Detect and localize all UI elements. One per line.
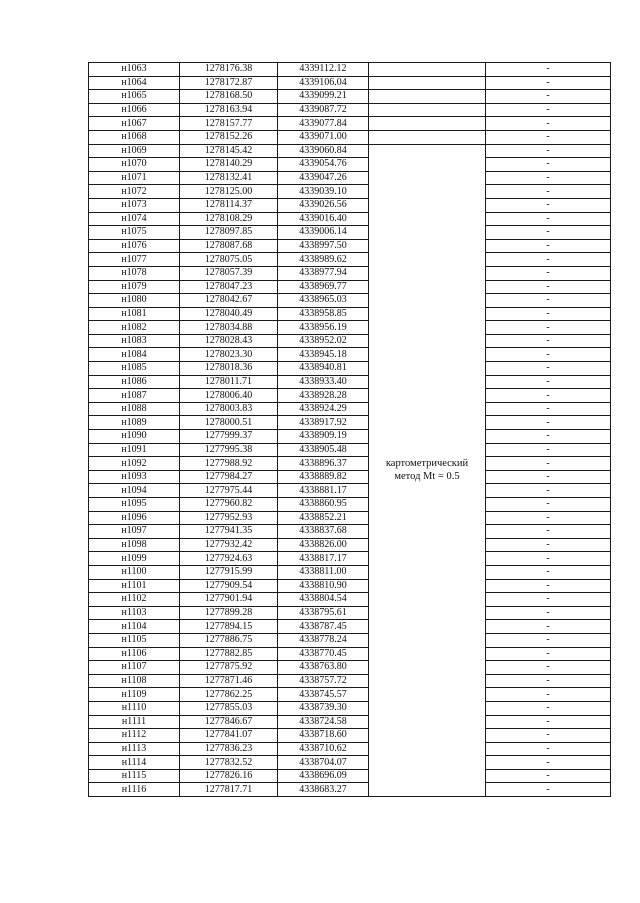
- dash-cell: -: [486, 90, 611, 104]
- table-row: [89, 253, 611, 267]
- x-coordinate-cell: 1277995.38: [180, 443, 278, 457]
- y-coordinate-cell: 4338683.27: [278, 783, 369, 797]
- dash-cell: -: [486, 375, 611, 389]
- table-row: [89, 212, 611, 226]
- dash-cell: -: [486, 606, 611, 620]
- table-row: [89, 430, 611, 444]
- table-row: [89, 769, 611, 783]
- dash-cell: -: [486, 783, 611, 797]
- y-coordinate-cell: 4339047.26: [278, 171, 369, 185]
- y-coordinate-cell: 4339006.14: [278, 226, 369, 240]
- table-row: [89, 538, 611, 552]
- x-coordinate-cell: 1278172.87: [180, 76, 278, 90]
- dash-cell: -: [486, 688, 611, 702]
- table-row: [89, 579, 611, 593]
- x-coordinate-cell: 1278125.00: [180, 185, 278, 199]
- x-coordinate-cell: 1278145.42: [180, 144, 278, 158]
- point-id-cell: н1113: [89, 742, 180, 756]
- x-coordinate-cell: 1278157.77: [180, 117, 278, 131]
- point-id-cell: н1097: [89, 525, 180, 539]
- x-coordinate-cell: 1277901.94: [180, 593, 278, 607]
- point-id-cell: н1079: [89, 280, 180, 294]
- table-row: [89, 443, 611, 457]
- point-id-cell: н1102: [89, 593, 180, 607]
- x-coordinate-cell: 1277909.54: [180, 579, 278, 593]
- y-coordinate-cell: 4338739.30: [278, 701, 369, 715]
- x-coordinate-cell: 1277899.28: [180, 606, 278, 620]
- point-id-cell: н1073: [89, 198, 180, 212]
- y-coordinate-cell: 4338704.07: [278, 756, 369, 770]
- table-row: [89, 185, 611, 199]
- method-cell-empty: [369, 76, 486, 90]
- table-row: [89, 674, 611, 688]
- dash-cell: -: [486, 239, 611, 253]
- method-text-line-1: картометрический: [385, 458, 469, 470]
- x-coordinate-cell: 1278034.88: [180, 321, 278, 335]
- dash-cell: -: [486, 484, 611, 498]
- point-id-cell: н1114: [89, 756, 180, 770]
- y-coordinate-cell: 4338940.81: [278, 362, 369, 376]
- x-coordinate-cell: 1277832.52: [180, 756, 278, 770]
- y-coordinate-cell: 4338817.17: [278, 552, 369, 566]
- point-id-cell: н1099: [89, 552, 180, 566]
- table-row: [89, 688, 611, 702]
- point-id-cell: н1107: [89, 661, 180, 675]
- y-coordinate-cell: 4339106.04: [278, 76, 369, 90]
- y-coordinate-cell: 4338810.90: [278, 579, 369, 593]
- x-coordinate-cell: 1277924.63: [180, 552, 278, 566]
- x-coordinate-cell: 1278003.83: [180, 402, 278, 416]
- table-row: [89, 226, 611, 240]
- x-coordinate-cell: 1278152.26: [180, 130, 278, 144]
- y-coordinate-cell: 4339060.84: [278, 144, 369, 158]
- x-coordinate-cell: 1277882.85: [180, 647, 278, 661]
- x-coordinate-cell: 1277932.42: [180, 538, 278, 552]
- x-coordinate-cell: 1278114.37: [180, 198, 278, 212]
- x-coordinate-cell: 1277862.25: [180, 688, 278, 702]
- y-coordinate-cell: 4338787.45: [278, 620, 369, 634]
- method-cell: [369, 144, 486, 797]
- dash-cell: -: [486, 457, 611, 471]
- y-coordinate-cell: 4338905.48: [278, 443, 369, 457]
- point-id-cell: н1104: [89, 620, 180, 634]
- table-row: [89, 321, 611, 335]
- point-id-cell: н1071: [89, 171, 180, 185]
- y-coordinate-cell: 4338770.45: [278, 647, 369, 661]
- dash-cell: -: [486, 715, 611, 729]
- x-coordinate-cell: 1278023.30: [180, 348, 278, 362]
- x-coordinate-cell: 1278011.71: [180, 375, 278, 389]
- point-id-cell: н1108: [89, 674, 180, 688]
- table-row: [89, 457, 611, 471]
- method-cell-empty: [369, 63, 486, 77]
- table-row: [89, 90, 611, 104]
- point-id-cell: н1075: [89, 226, 180, 240]
- table-row: [89, 389, 611, 403]
- x-coordinate-cell: 1277841.07: [180, 729, 278, 743]
- x-coordinate-cell: 1277952.93: [180, 511, 278, 525]
- point-id-cell: н1078: [89, 266, 180, 280]
- x-coordinate-cell: 1278132.41: [180, 171, 278, 185]
- x-coordinate-cell: 1278097.85: [180, 226, 278, 240]
- y-coordinate-cell: 4338811.00: [278, 565, 369, 579]
- table-row: [89, 130, 611, 144]
- table-row: [89, 606, 611, 620]
- y-coordinate-cell: 4339112.12: [278, 63, 369, 77]
- y-coordinate-cell: 4338881.17: [278, 484, 369, 498]
- x-coordinate-cell: 1278176.38: [180, 63, 278, 77]
- table-row: [89, 198, 611, 212]
- point-id-cell: н1095: [89, 498, 180, 512]
- dash-cell: -: [486, 701, 611, 715]
- dash-cell: -: [486, 552, 611, 566]
- y-coordinate-cell: 4339026.56: [278, 198, 369, 212]
- dash-cell: -: [486, 498, 611, 512]
- table-row: [89, 416, 611, 430]
- point-id-cell: н1064: [89, 76, 180, 90]
- method-cell-empty: [369, 130, 486, 144]
- point-id-cell: н1085: [89, 362, 180, 376]
- table-row: [89, 294, 611, 308]
- point-id-cell: н1091: [89, 443, 180, 457]
- y-coordinate-cell: 4338718.60: [278, 729, 369, 743]
- table-row: [89, 63, 611, 77]
- y-coordinate-cell: 4339087.72: [278, 103, 369, 117]
- point-id-cell: н1068: [89, 130, 180, 144]
- dash-cell: -: [486, 76, 611, 90]
- y-coordinate-cell: 4339054.76: [278, 158, 369, 172]
- dash-cell: -: [486, 307, 611, 321]
- table-row: [89, 239, 611, 253]
- table-row: [89, 362, 611, 376]
- dash-cell: -: [486, 443, 611, 457]
- dash-cell: -: [486, 280, 611, 294]
- table-row: [89, 742, 611, 756]
- dash-cell: -: [486, 144, 611, 158]
- x-coordinate-cell: 1277941.35: [180, 525, 278, 539]
- table-row: [89, 593, 611, 607]
- table-row: [89, 525, 611, 539]
- dash-cell: -: [486, 226, 611, 240]
- point-id-cell: н1082: [89, 321, 180, 335]
- point-id-cell: н1096: [89, 511, 180, 525]
- table-row: [89, 103, 611, 117]
- dash-cell: -: [486, 674, 611, 688]
- dash-cell: -: [486, 185, 611, 199]
- point-id-cell: н1081: [89, 307, 180, 321]
- dash-cell: -: [486, 253, 611, 267]
- table-row: [89, 117, 611, 131]
- x-coordinate-cell: 1277817.71: [180, 783, 278, 797]
- point-id-cell: н1112: [89, 729, 180, 743]
- dash-cell: -: [486, 63, 611, 77]
- dash-cell: -: [486, 198, 611, 212]
- table-row: [89, 647, 611, 661]
- y-coordinate-cell: 4338933.40: [278, 375, 369, 389]
- y-coordinate-cell: 4338852.21: [278, 511, 369, 525]
- x-coordinate-cell: 1277894.15: [180, 620, 278, 634]
- y-coordinate-cell: 4338952.02: [278, 334, 369, 348]
- x-coordinate-cell: 1277988.92: [180, 457, 278, 471]
- table-row: [89, 620, 611, 634]
- dash-cell: -: [486, 769, 611, 783]
- table-row: [89, 701, 611, 715]
- y-coordinate-cell: 4338763.80: [278, 661, 369, 675]
- y-coordinate-cell: 4339077.84: [278, 117, 369, 131]
- y-coordinate-cell: 4338917.92: [278, 416, 369, 430]
- table-row: [89, 158, 611, 172]
- point-id-cell: н1116: [89, 783, 180, 797]
- table-row: [89, 280, 611, 294]
- y-coordinate-cell: 4339071.00: [278, 130, 369, 144]
- point-id-cell: н1103: [89, 606, 180, 620]
- table-row: [89, 484, 611, 498]
- x-coordinate-cell: 1277886.75: [180, 633, 278, 647]
- x-coordinate-cell: 1278028.43: [180, 334, 278, 348]
- x-coordinate-cell: 1278006.40: [180, 389, 278, 403]
- y-coordinate-cell: 4338997.50: [278, 239, 369, 253]
- y-coordinate-cell: 4338696.09: [278, 769, 369, 783]
- point-id-cell: н1072: [89, 185, 180, 199]
- dash-cell: -: [486, 470, 611, 484]
- table-row: [89, 266, 611, 280]
- point-id-cell: н1089: [89, 416, 180, 430]
- y-coordinate-cell: 4338977.94: [278, 266, 369, 280]
- coordinates-table: [88, 62, 611, 797]
- point-id-cell: н1067: [89, 117, 180, 131]
- x-coordinate-cell: 1277915.99: [180, 565, 278, 579]
- dash-cell: -: [486, 430, 611, 444]
- dash-cell: -: [486, 647, 611, 661]
- table-row: [89, 375, 611, 389]
- dash-cell: -: [486, 538, 611, 552]
- dash-cell: -: [486, 389, 611, 403]
- dash-cell: -: [486, 661, 611, 675]
- x-coordinate-cell: 1277836.23: [180, 742, 278, 756]
- y-coordinate-cell: 4339016.40: [278, 212, 369, 226]
- table-row: [89, 76, 611, 90]
- y-coordinate-cell: 4339099.21: [278, 90, 369, 104]
- dash-cell: -: [486, 266, 611, 280]
- dash-cell: -: [486, 402, 611, 416]
- point-id-cell: н1092: [89, 457, 180, 471]
- point-id-cell: н1063: [89, 63, 180, 77]
- x-coordinate-cell: 1278000.51: [180, 416, 278, 430]
- dash-cell: -: [486, 103, 611, 117]
- table-row: [89, 565, 611, 579]
- y-coordinate-cell: 4338724.58: [278, 715, 369, 729]
- dash-cell: -: [486, 416, 611, 430]
- point-id-cell: н1074: [89, 212, 180, 226]
- point-id-cell: н1111: [89, 715, 180, 729]
- point-id-cell: н1077: [89, 253, 180, 267]
- point-id-cell: н1065: [89, 90, 180, 104]
- dash-cell: -: [486, 579, 611, 593]
- x-coordinate-cell: 1277846.67: [180, 715, 278, 729]
- x-coordinate-cell: 1277984.27: [180, 470, 278, 484]
- table-row: [89, 144, 611, 158]
- dash-cell: -: [486, 334, 611, 348]
- dash-cell: -: [486, 742, 611, 756]
- point-id-cell: н1101: [89, 579, 180, 593]
- dash-cell: -: [486, 130, 611, 144]
- method-cell-empty: [369, 90, 486, 104]
- point-id-cell: н1084: [89, 348, 180, 362]
- point-id-cell: н1080: [89, 294, 180, 308]
- table-row: [89, 511, 611, 525]
- y-coordinate-cell: 4338989.62: [278, 253, 369, 267]
- x-coordinate-cell: 1278163.94: [180, 103, 278, 117]
- x-coordinate-cell: 1277960.82: [180, 498, 278, 512]
- point-id-cell: н1093: [89, 470, 180, 484]
- dash-cell: -: [486, 620, 611, 634]
- y-coordinate-cell: 4338965.03: [278, 294, 369, 308]
- point-id-cell: н1088: [89, 402, 180, 416]
- point-id-cell: н1109: [89, 688, 180, 702]
- table-row: [89, 348, 611, 362]
- table-row: [89, 552, 611, 566]
- x-coordinate-cell: 1277826.16: [180, 769, 278, 783]
- point-id-cell: н1105: [89, 633, 180, 647]
- table-row: [89, 756, 611, 770]
- point-id-cell: н1115: [89, 769, 180, 783]
- table-row: [89, 498, 611, 512]
- y-coordinate-cell: 4338778.24: [278, 633, 369, 647]
- table-row: [89, 334, 611, 348]
- dash-cell: -: [486, 633, 611, 647]
- x-coordinate-cell: 1277999.37: [180, 430, 278, 444]
- table-row: [89, 402, 611, 416]
- x-coordinate-cell: 1278042.67: [180, 294, 278, 308]
- dash-cell: -: [486, 593, 611, 607]
- x-coordinate-cell: 1277875.92: [180, 661, 278, 675]
- y-coordinate-cell: 4338837.68: [278, 525, 369, 539]
- y-coordinate-cell: 4338928.28: [278, 389, 369, 403]
- point-id-cell: н1106: [89, 647, 180, 661]
- method-cell-empty: [369, 117, 486, 131]
- y-coordinate-cell: 4338757.72: [278, 674, 369, 688]
- dash-cell: -: [486, 756, 611, 770]
- dash-cell: -: [486, 348, 611, 362]
- dash-cell: -: [486, 117, 611, 131]
- dash-cell: -: [486, 511, 611, 525]
- table-row: [89, 729, 611, 743]
- dash-cell: -: [486, 212, 611, 226]
- y-coordinate-cell: 4338826.00: [278, 538, 369, 552]
- y-coordinate-cell: 4338958.85: [278, 307, 369, 321]
- x-coordinate-cell: 1277855.03: [180, 701, 278, 715]
- x-coordinate-cell: 1278140.29: [180, 158, 278, 172]
- method-text-line-2: метод Mt = 0.5: [394, 471, 460, 483]
- y-coordinate-cell: 4338745.57: [278, 688, 369, 702]
- y-coordinate-cell: 4338956.19: [278, 321, 369, 335]
- x-coordinate-cell: 1277871.46: [180, 674, 278, 688]
- x-coordinate-cell: 1278047.23: [180, 280, 278, 294]
- x-coordinate-cell: 1278075.05: [180, 253, 278, 267]
- y-coordinate-cell: 4338710.62: [278, 742, 369, 756]
- y-coordinate-cell: 4338924.29: [278, 402, 369, 416]
- point-id-cell: н1087: [89, 389, 180, 403]
- y-coordinate-cell: 4338804.54: [278, 593, 369, 607]
- point-id-cell: н1070: [89, 158, 180, 172]
- y-coordinate-cell: 4338969.77: [278, 280, 369, 294]
- x-coordinate-cell: 1278018.36: [180, 362, 278, 376]
- point-id-cell: н1086: [89, 375, 180, 389]
- y-coordinate-cell: 4338945.18: [278, 348, 369, 362]
- x-coordinate-cell: 1277975.44: [180, 484, 278, 498]
- x-coordinate-cell: 1278168.50: [180, 90, 278, 104]
- x-coordinate-cell: 1278057.39: [180, 266, 278, 280]
- y-coordinate-cell: 4338896.37: [278, 457, 369, 471]
- method-cell-empty: [369, 103, 486, 117]
- dash-cell: -: [486, 362, 611, 376]
- point-id-cell: н1100: [89, 565, 180, 579]
- table-row: [89, 307, 611, 321]
- point-id-cell: н1083: [89, 334, 180, 348]
- point-id-cell: н1094: [89, 484, 180, 498]
- table-row: [89, 470, 611, 484]
- dash-cell: -: [486, 321, 611, 335]
- y-coordinate-cell: 4338795.61: [278, 606, 369, 620]
- coordinates-table-body: [89, 63, 611, 797]
- table-row: [89, 171, 611, 185]
- point-id-cell: н1066: [89, 103, 180, 117]
- point-id-cell: н1110: [89, 701, 180, 715]
- point-id-cell: н1090: [89, 430, 180, 444]
- point-id-cell: н1069: [89, 144, 180, 158]
- y-coordinate-cell: 4339039.10: [278, 185, 369, 199]
- table-row: [89, 661, 611, 675]
- dash-cell: -: [486, 565, 611, 579]
- table-row: [89, 715, 611, 729]
- dash-cell: -: [486, 158, 611, 172]
- y-coordinate-cell: 4338889.82: [278, 470, 369, 484]
- table-row: [89, 633, 611, 647]
- point-id-cell: н1098: [89, 538, 180, 552]
- table-row: [89, 783, 611, 797]
- dash-cell: -: [486, 294, 611, 308]
- point-id-cell: н1076: [89, 239, 180, 253]
- x-coordinate-cell: 1278108.29: [180, 212, 278, 226]
- dash-cell: -: [486, 525, 611, 539]
- x-coordinate-cell: 1278087.68: [180, 239, 278, 253]
- x-coordinate-cell: 1278040.49: [180, 307, 278, 321]
- y-coordinate-cell: 4338860.95: [278, 498, 369, 512]
- dash-cell: -: [486, 171, 611, 185]
- dash-cell: -: [486, 729, 611, 743]
- y-coordinate-cell: 4338909.19: [278, 430, 369, 444]
